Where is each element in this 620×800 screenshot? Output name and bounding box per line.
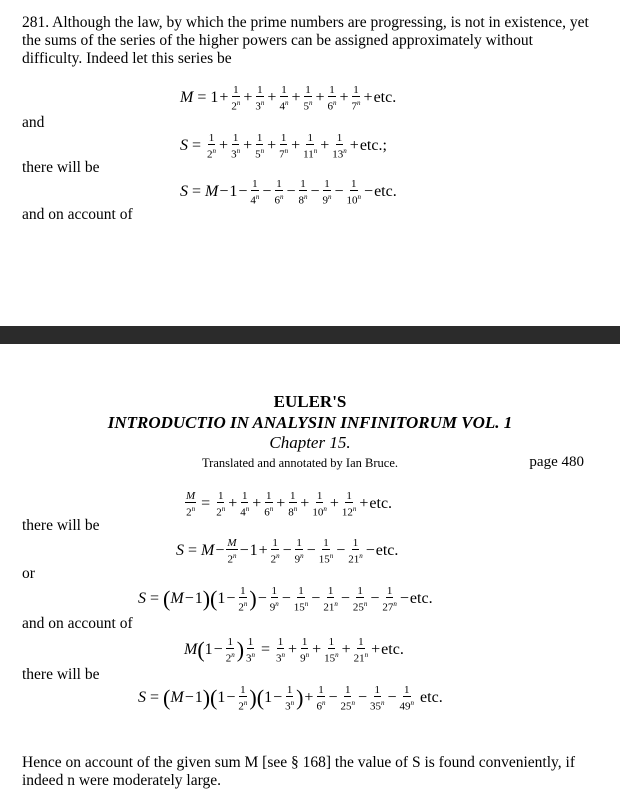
paragraph-281: 281. Although the law, by which the prime numbers are progressing, is not in existence, yet the sums of the series of the higher powers can be assigned approximately without difficulty. Indeed let this series be [22, 14, 589, 67]
bottom-page [0, 344, 620, 800]
header-translator: Translated and annotated by Ian Bruce. [201, 456, 398, 470]
equation-m-times-factor: M ( 1 − $\frac{1}{2^n}$ ) $\frac{1}{3^n}$ = $\frac{1}{3^n}$ + $\frac{1}{9^n}$ + $\frac{1}{15^n}$ + $\frac{1}{21^n}$ + etc. [184, 635, 404, 665]
label-there-will-be-1: there will be [22, 517, 100, 534]
equation-s-m-difference: S = M − 1 − $\frac{1}{4^n}$ − $\frac{1}{6^n}$ − $\frac{1}{8^n}$ − $\frac{1}{9^n}$ − $\frac{1}{10^n}$ − etc. [180, 177, 397, 207]
equation-s-final-form: S = ( M − 1 ) ( 1 − $\frac{1}{2^n}$ ) ( 1 − $\frac{1}{3^n}$ ) + $\frac{1}{6^n}$ − $\frac{1}{25^n}$ − $\frac{1}{35^n}$ − $\frac{1}{49^n}$ etc. [138, 683, 443, 713]
label-or: or [22, 565, 35, 582]
label-and-on-account-of-2: and on account of [22, 615, 133, 632]
equation-m-series: M = 1 + $\frac{1}{2^n}$ + $\frac{1}{3^n}$ + $\frac{1}{4^n}$ + $\frac{1}{5^n}$ + $\frac{1}{6^n}$ + $\frac{1}{7^n}$ + etc. [180, 83, 397, 113]
label-and-on-account-of: and on account of [22, 206, 133, 223]
page-number: page 480 [529, 454, 584, 470]
equation-s-second-form: S = M − $\frac{M}{2^n}$ − 1 + $\frac{1}{2^n}$ − $\frac{1}{9^n}$ − $\frac{1}{15^n}$ − $\frac{1}{21^n}$ − etc. [176, 536, 399, 566]
equation-s-third-form: S = ( M − 1 ) ( 1 − $\frac{1}{2^n}$ ) − $\frac{1}{9^n}$ − $\frac{1}{15^n}$ − $\frac{1}{21^n}$ − $\frac{1}{25^n}$ − $\frac{1}{27^n}$ − etc. [138, 584, 433, 614]
header-title: EULER'S [273, 392, 347, 411]
header-subtitle: INTRODUCTIO IN ANALYSIN INFINITORUM VOL. 1 [107, 413, 513, 432]
equation-s-prime-series: S = $\frac{1}{2^n}$ + $\frac{1}{3^n}$ + $\frac{1}{5^n}$ + $\frac{1}{7^n}$ + $\frac{1}{11^n}$ + $\frac{1}{13^n}$ + etc.; [180, 131, 387, 161]
equation-m-over-2n: $\frac{M}{2^n}$ = $\frac{1}{2^n}$ + $\frac{1}{4^n}$ + $\frac{1}{6^n}$ + $\frac{1}{8^n}$ + $\frac{1}{10^n}$ + $\frac{1}{12^n}$ + etc. [186, 489, 393, 519]
page-divider [0, 326, 620, 344]
header-chapter: Chapter 15. [269, 433, 351, 452]
label-there-will-be: there will be [22, 159, 100, 176]
label-and: and [22, 114, 45, 131]
top-page [0, 0, 620, 326]
label-there-will-be-2: there will be [22, 666, 100, 683]
closing-paragraph: Hence on account of the given sum M [see § 168] the value of S is found conveniently, if indeed n were moderately large. [22, 754, 575, 789]
